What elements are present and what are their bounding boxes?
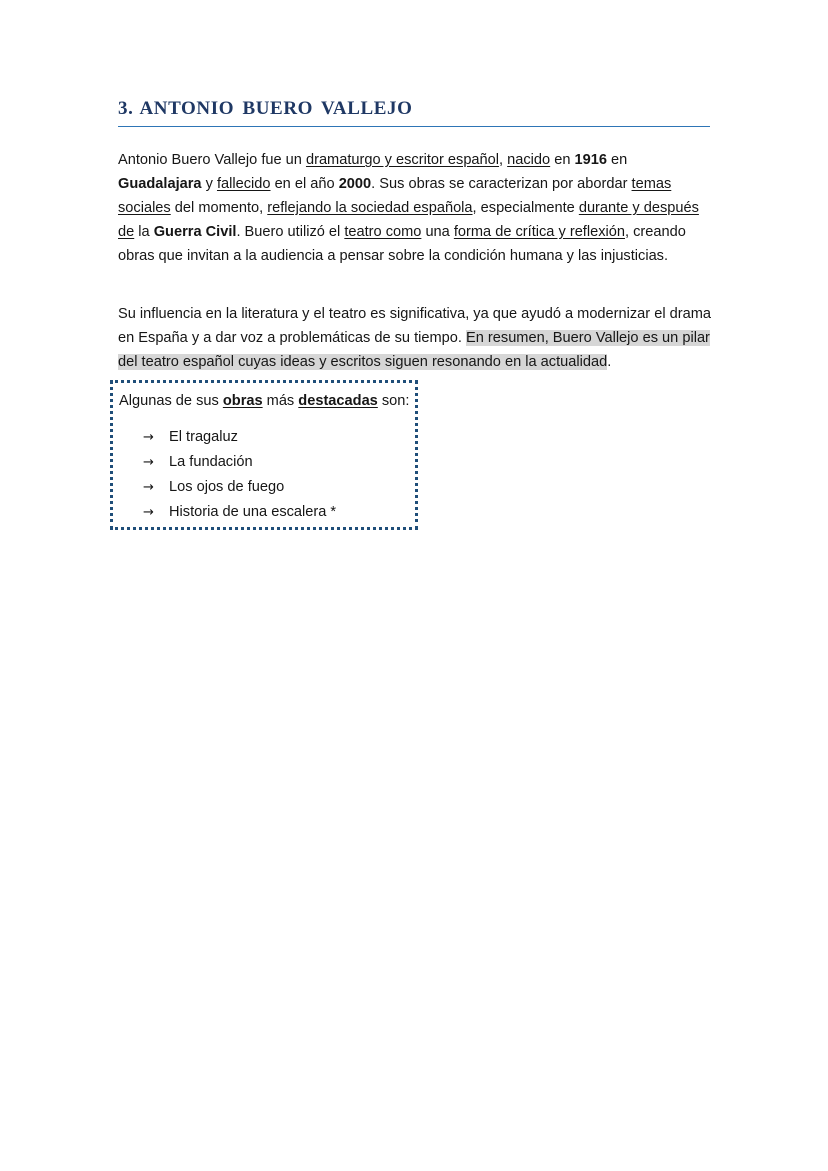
arrow-icon: → [143, 430, 154, 445]
text-run: en [550, 152, 575, 168]
section-title: ANTONIO BUERO VALLEJO [139, 98, 413, 119]
bold-underlined-text: destacadas [298, 393, 378, 409]
text-run: una [421, 224, 454, 240]
highlighted-text: En resumen, Buero Vallejo es un pilar del teatro español cuyas ideas y escritos siguen resonando en la actualidad [118, 330, 710, 370]
underlined-text: temas sociales [118, 176, 672, 216]
section-heading [118, 98, 710, 127]
underlined-text: dramaturgo y escritor español [305, 152, 500, 168]
text-run: más [262, 393, 299, 409]
list-item [143, 450, 336, 475]
underlined-text: forma de crítica y reflexión [453, 224, 625, 240]
text-run: en el año [270, 176, 339, 192]
work-title: El tragaluz [169, 429, 238, 445]
bold-text: 2000 [338, 176, 372, 192]
text-run: . [607, 354, 612, 370]
text-run: , creando obras que invitan a la audiencia a pensar sobre la condición humana y las injusticias. [118, 224, 686, 264]
underlined-text: reflejando la sociedad española [267, 200, 473, 216]
text-run: la [134, 224, 154, 240]
paragraph-biography [118, 148, 712, 268]
text-run: y [201, 176, 217, 192]
underlined-text: durante y después de [118, 200, 699, 240]
underlined-text: nacido [507, 152, 551, 168]
arrow-icon: → [143, 480, 154, 495]
bold-text: Guadalajara [118, 176, 202, 192]
notable-works-list [143, 425, 336, 525]
list-item [143, 500, 336, 525]
list-item [143, 475, 336, 500]
bold-underlined-text: obras [222, 393, 263, 409]
text-run: son: [377, 393, 410, 409]
text-run: Su influencia en la literatura y el teatro es significativa, ya que ayudó a modernizar el drama en España y a dar voz a problemáticas de su tiempo. [118, 306, 711, 346]
work-title: Los ojos de fuego [169, 479, 285, 495]
list-item [143, 425, 336, 450]
text-run: Algunas de sus [119, 393, 223, 409]
arrow-icon: → [143, 455, 154, 470]
bold-text: 1916 [574, 152, 607, 168]
text-run: en [606, 152, 628, 168]
text-run: del momento, [170, 200, 268, 216]
notable-works-box [110, 380, 418, 530]
arrow-icon: → [143, 505, 154, 520]
bold-text: Guerra Civil [153, 224, 237, 240]
section-number: 3. [118, 98, 134, 119]
work-title: Historia de una escalera * [169, 504, 337, 520]
text-run: Antonio Buero Vallejo fue un [118, 152, 306, 168]
text-run: . Buero utilizó el [236, 224, 345, 240]
work-title: La fundación [169, 454, 253, 470]
text-run: , [499, 152, 508, 168]
underlined-text: teatro como [344, 224, 422, 240]
underlined-text: fallecido [216, 176, 271, 192]
notable-works-intro [119, 389, 409, 413]
text-run: . Sus obras se caracterizan por abordar [371, 176, 632, 192]
text-run: , especialmente [472, 200, 579, 216]
paragraph-influence [118, 302, 712, 374]
